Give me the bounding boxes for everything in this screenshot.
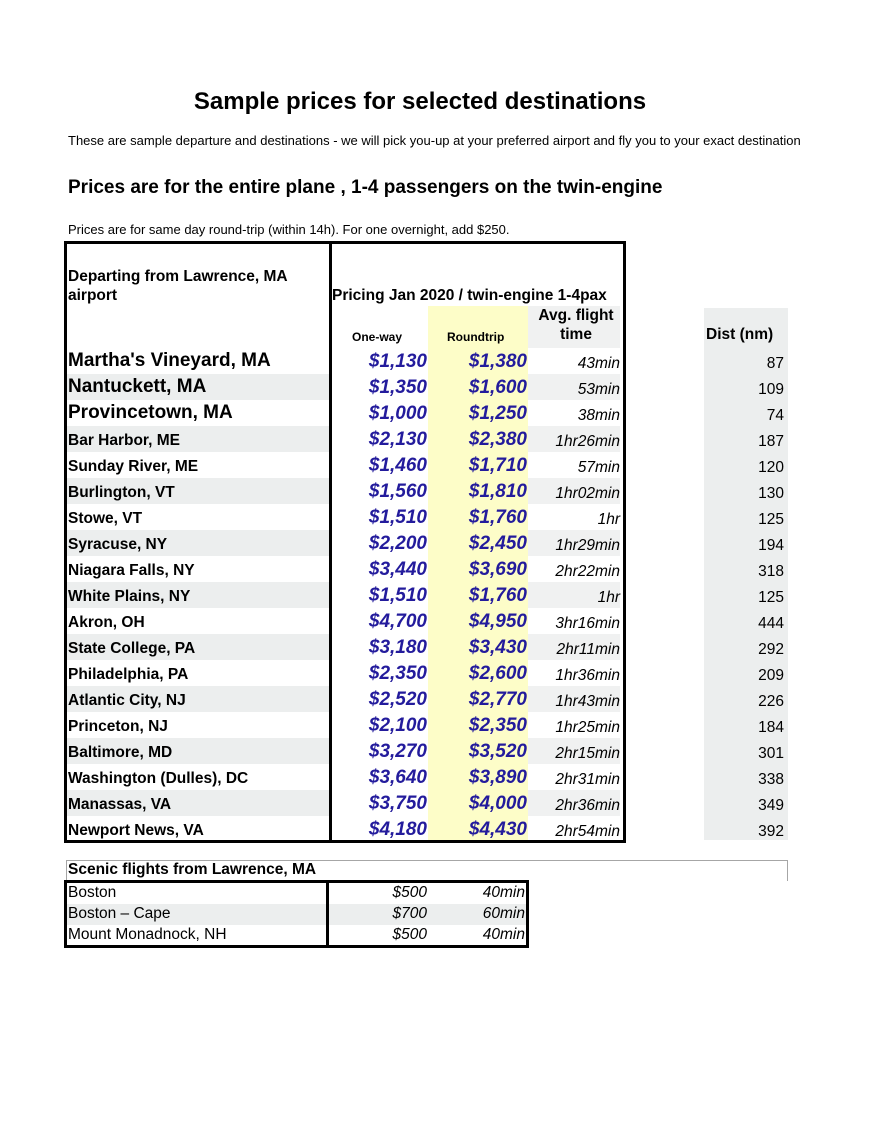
flight-time: 1hr [597,511,620,528]
distance-nm: 318 [758,563,784,580]
destination-name: Nantuckett, MA [68,376,207,397]
oneway-price: $3,640 [368,767,427,788]
distance-nm: 130 [758,485,784,502]
distance-nm: 444 [758,615,784,632]
distance-nm: 87 [766,355,784,372]
destination-name: Philadelphia, PA [68,666,189,683]
oneway-price: $1,350 [368,377,427,398]
destination-name: Sunday River, ME [68,458,199,475]
destination-name: Princeton, NJ [68,718,168,735]
departing-label: Departing from Lawrence, MA airport [68,268,288,304]
pricing-note: Prices are for same day round-trip (within 14h). For one overnight, add $250. [68,222,510,237]
destination-name: Newport News, VA [68,822,204,839]
destination-name: State College, PA [68,640,196,657]
flight-time: 2hr36min [555,797,620,814]
scenic-price: $500 [392,884,427,901]
destination-name: Baltimore, MD [68,744,173,761]
page-subtitle: These are sample departure and destinations - we will pick you-up at your preferred airport and fly you to your exact destination [68,133,801,148]
roundtrip-price: $3,520 [468,741,527,762]
flight-time: 53min [577,381,620,398]
roundtrip-price: $3,690 [468,559,527,580]
distance-nm: 209 [758,667,784,684]
avg-time-column-header: Avg. flight time [538,307,614,343]
oneway-price: $2,350 [368,663,427,684]
oneway-price: $2,100 [368,715,427,736]
scenic-time: 60min [482,905,525,922]
roundtrip-column-header: Roundtrip [447,330,505,344]
oneway-price: $1,460 [368,455,427,476]
scenic-table-border [64,880,529,948]
destination-name: Burlington, VT [68,484,175,501]
roundtrip-price: $1,760 [468,507,527,528]
flight-time: 57min [577,459,620,476]
flight-time: 2hr15min [555,745,620,762]
destination-name: Martha's Vineyard, MA [68,350,271,371]
distance-column-header: Dist (nm) [706,326,774,343]
scenic-price: $700 [392,905,427,922]
flight-time: 1hr29min [555,537,620,554]
roundtrip-price: $2,380 [468,429,527,450]
destination-name: Atlantic City, NJ [68,692,186,709]
scenic-name: Boston [68,884,117,901]
distance-nm: 349 [758,797,784,814]
distance-nm: 194 [758,537,784,554]
flight-time: 43min [577,355,620,372]
flight-time: 2hr22min [555,563,620,580]
distance-nm: 125 [758,511,784,528]
destination-name: Akron, OH [68,614,145,631]
scenic-time: 40min [482,884,525,901]
scenic-name: Boston – Cape [68,905,171,922]
flight-time: 1hr [597,589,620,606]
oneway-price: $3,270 [368,741,427,762]
oneway-price: $3,440 [368,559,427,580]
destination-name: Manassas, VA [68,796,172,813]
distance-nm: 301 [758,745,784,762]
oneway-price: $3,180 [368,637,427,658]
destination-name: Provincetown, MA [68,402,233,423]
oneway-column-header: One-way [352,330,403,344]
oneway-price: $1,560 [368,481,427,502]
flight-time: 1hr36min [555,667,620,684]
destination-name: Stowe, VT [68,510,143,527]
destination-name: Syracuse, NY [68,536,168,553]
distance-nm: 184 [758,719,784,736]
roundtrip-price: $3,430 [468,637,527,658]
distance-nm: 226 [758,693,784,710]
roundtrip-price: $2,450 [468,533,527,554]
pricing-heading: Prices are for the entire plane , 1-4 passengers on the twin-engine [68,177,663,198]
flight-time: 1hr25min [555,719,620,736]
roundtrip-price: $1,600 [468,377,527,398]
flight-time: 2hr11min [556,641,620,658]
destination-name: Niagara Falls, NY [68,562,195,579]
page-title: Sample prices for selected destinations [193,88,647,115]
roundtrip-price: $2,600 [468,663,527,684]
destination-name: White Plains, NY [68,588,191,605]
flight-time: 2hr31min [555,771,620,788]
oneway-price: $2,200 [368,533,427,554]
pricing-header: Pricing Jan 2020 / twin-engine 1-4pax [332,287,607,304]
distance-nm: 187 [758,433,784,450]
roundtrip-price: $1,710 [468,455,527,476]
oneway-price: $1,130 [368,351,427,372]
roundtrip-price: $1,810 [468,481,527,502]
distance-nm: 74 [766,407,784,424]
scenic-title: Scenic flights from Lawrence, MA [68,861,317,878]
roundtrip-price: $4,430 [468,819,527,840]
oneway-price: $4,700 [368,611,427,632]
roundtrip-price: $2,770 [468,689,527,710]
oneway-price: $1,510 [368,585,427,606]
distance-nm: 392 [758,823,784,840]
scenic-price: $500 [392,926,427,943]
scenic-time: 40min [482,926,525,943]
pricing-table-border [64,241,626,843]
oneway-price: $2,520 [368,689,427,710]
roundtrip-price: $4,000 [468,793,527,814]
flight-time: 38min [577,407,620,424]
flight-time: 2hr54min [555,823,620,840]
oneway-price: $4,180 [368,819,427,840]
roundtrip-price: $1,380 [468,351,527,372]
distance-nm: 125 [758,589,784,606]
roundtrip-price: $3,890 [468,767,527,788]
flight-time: 1hr26min [555,433,620,450]
oneway-price: $1,000 [368,403,427,424]
oneway-price: $1,510 [368,507,427,528]
roundtrip-price: $1,250 [468,403,527,424]
roundtrip-price: $4,950 [468,611,527,632]
destination-name: Washington (Dulles), DC [68,770,249,787]
distance-nm: 109 [758,381,784,398]
roundtrip-price: $2,350 [468,715,527,736]
roundtrip-price: $1,760 [468,585,527,606]
oneway-price: $3,750 [368,793,427,814]
flight-time: 1hr02min [555,485,620,502]
oneway-price: $2,130 [368,429,427,450]
distance-nm: 120 [758,459,784,476]
flight-time: 1hr43min [555,693,620,710]
scenic-table-divider [326,883,329,945]
destination-name: Bar Harbor, ME [68,432,180,449]
pricing-table-divider [329,244,332,840]
scenic-name: Mount Monadnock, NH [68,926,227,943]
flight-time: 3hr16min [555,615,620,632]
distance-nm: 292 [758,641,784,658]
distance-nm: 338 [758,771,784,788]
